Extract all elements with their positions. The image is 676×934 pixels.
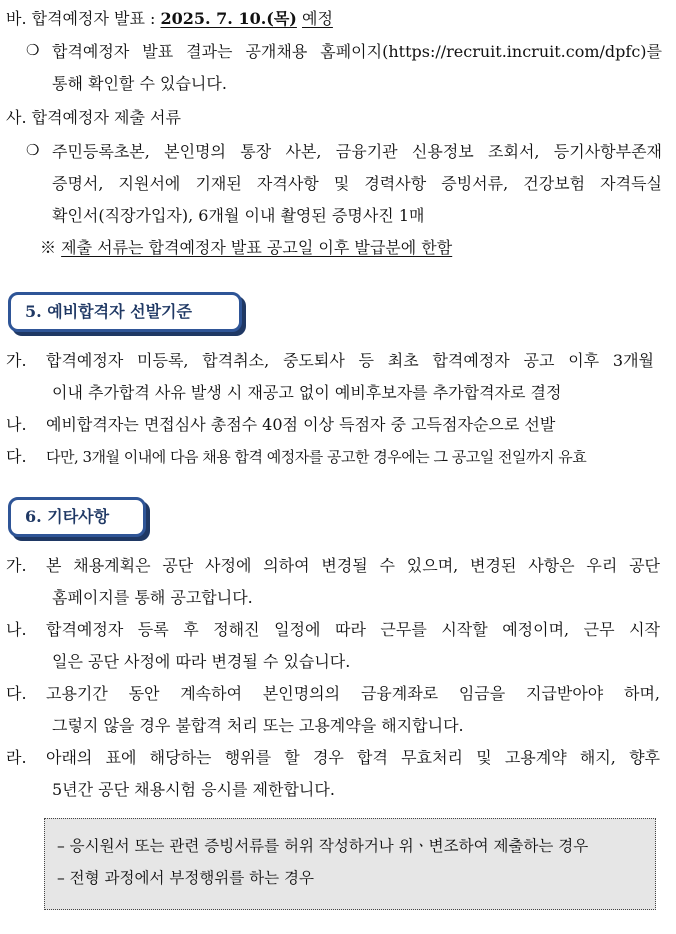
sa-bullet-line2: 증명서, 지원서에 기재된 자격사항 및 경력사항 증빙서류, 건강보험 자격득실 xyxy=(52,174,662,193)
s5-item-ga-line2: 이내 추가합격 사유 발생 시 재공고 없이 예비후보자를 추가합격자로 결정 xyxy=(52,383,562,402)
item-marker: 사. xyxy=(6,108,27,127)
s6-item-na-line1: 합격예정자 등록 후 정해진 일정에 따라 근무를 시작할 예정이며, 근무 시작 xyxy=(46,620,660,639)
restriction-note-box xyxy=(44,818,656,910)
note-box-line2: – 전형 과정에서 부정행위를 하는 경우 xyxy=(57,869,314,887)
section-6-heading: 6. 기타사항 xyxy=(8,497,146,537)
s6-item-ga-marker: 가. xyxy=(6,556,27,575)
s6-item-ga-line1: 본 채용계획은 공단 사정에 의하여 변경될 수 있으며, 변경된 사항은 우리 공단 xyxy=(46,556,660,575)
s6-item-ra-line1: 아래의 표에 해당하는 행위를 할 경우 합격 무효처리 및 고용계약 해지, 향후 xyxy=(46,748,660,767)
ba-bullet-line2: 통해 확인할 수 있습니다. xyxy=(52,74,227,93)
item-ba-heading xyxy=(6,8,676,30)
circle-bullet-icon: ❍ xyxy=(26,41,40,59)
s5-item-ga-marker: 가. xyxy=(6,351,27,370)
s6-item-da-marker: 다. xyxy=(6,684,27,703)
s5-item-ga-line1: 합격예정자 미등록, 합격취소, 중도퇴사 등 최초 합격예정자 공고 이후 3개월 xyxy=(46,351,654,370)
ba-bullet-line1: 합격예정자 발표 결과는 공개채용 홈페이지(https://recruit.incruit.com/dpfc)를 xyxy=(52,42,662,61)
s5-item-da-marker: 다. xyxy=(6,447,27,466)
s6-item-ra-line2: 5년간 공단 채용시험 응시를 제한합니다. xyxy=(52,780,335,799)
item-sa-heading xyxy=(6,107,676,129)
item-marker: 바. xyxy=(6,9,27,28)
s6-item-ra-marker: 라. xyxy=(6,748,27,767)
note-box-line1: – 응시원서 또는 관련 증빙서류를 허위 작성하거나 위ㆍ변조하여 제출하는 경우 xyxy=(57,837,589,855)
announcement-date: 2025. 7. 10.(목) xyxy=(160,9,297,28)
s6-item-da-line1: 고용기간 동안 계속하여 본인명의의 금융계좌로 임금을 지급받아야 하며, xyxy=(46,684,660,703)
reference-mark-icon: ※ xyxy=(40,238,57,257)
section-5-heading: 5. 예비합격자 선발기준 xyxy=(8,292,242,332)
item-ba-label: 합격예정자 발표 : xyxy=(31,9,156,28)
announcement-suffix: 예정 xyxy=(301,9,333,28)
sa-note-text: 제출 서류는 합격예정자 발표 공고일 이후 발급분에 한함 xyxy=(61,238,453,257)
s6-item-na-marker: 나. xyxy=(6,620,27,639)
circle-bullet-icon: ❍ xyxy=(26,141,40,159)
s5-item-na-marker: 나. xyxy=(6,415,27,434)
item-sa-label: 합격예정자 제출 서류 xyxy=(31,108,181,127)
sa-bullet-line3: 확인서(직장가입자), 6개월 이내 촬영된 증명사진 1매 xyxy=(52,206,425,225)
s5-item-da-line1: 다만, 3개월 이내에 다음 채용 합격 예정자를 공고한 경우에는 그 공고일 전일까지 유효 xyxy=(46,448,587,466)
sa-note xyxy=(40,237,676,259)
s6-item-na-line2: 일은 공단 사정에 따라 변경될 수 있습니다. xyxy=(52,652,351,671)
sa-bullet-line1: 주민등록초본, 본인명의 통장 사본, 금융기관 신용정보 조회서, 등기사항부존재 xyxy=(52,142,662,161)
s6-item-ga-line2: 홈페이지를 통해 공고합니다. xyxy=(52,588,253,607)
s6-item-da-line2: 그렇지 않을 경우 불합격 처리 또는 고용계약을 해지합니다. xyxy=(52,716,464,735)
s5-item-na-line1: 예비합격자는 면접심사 총점수 40점 이상 득점자 중 고득점자순으로 선발 xyxy=(46,415,556,434)
